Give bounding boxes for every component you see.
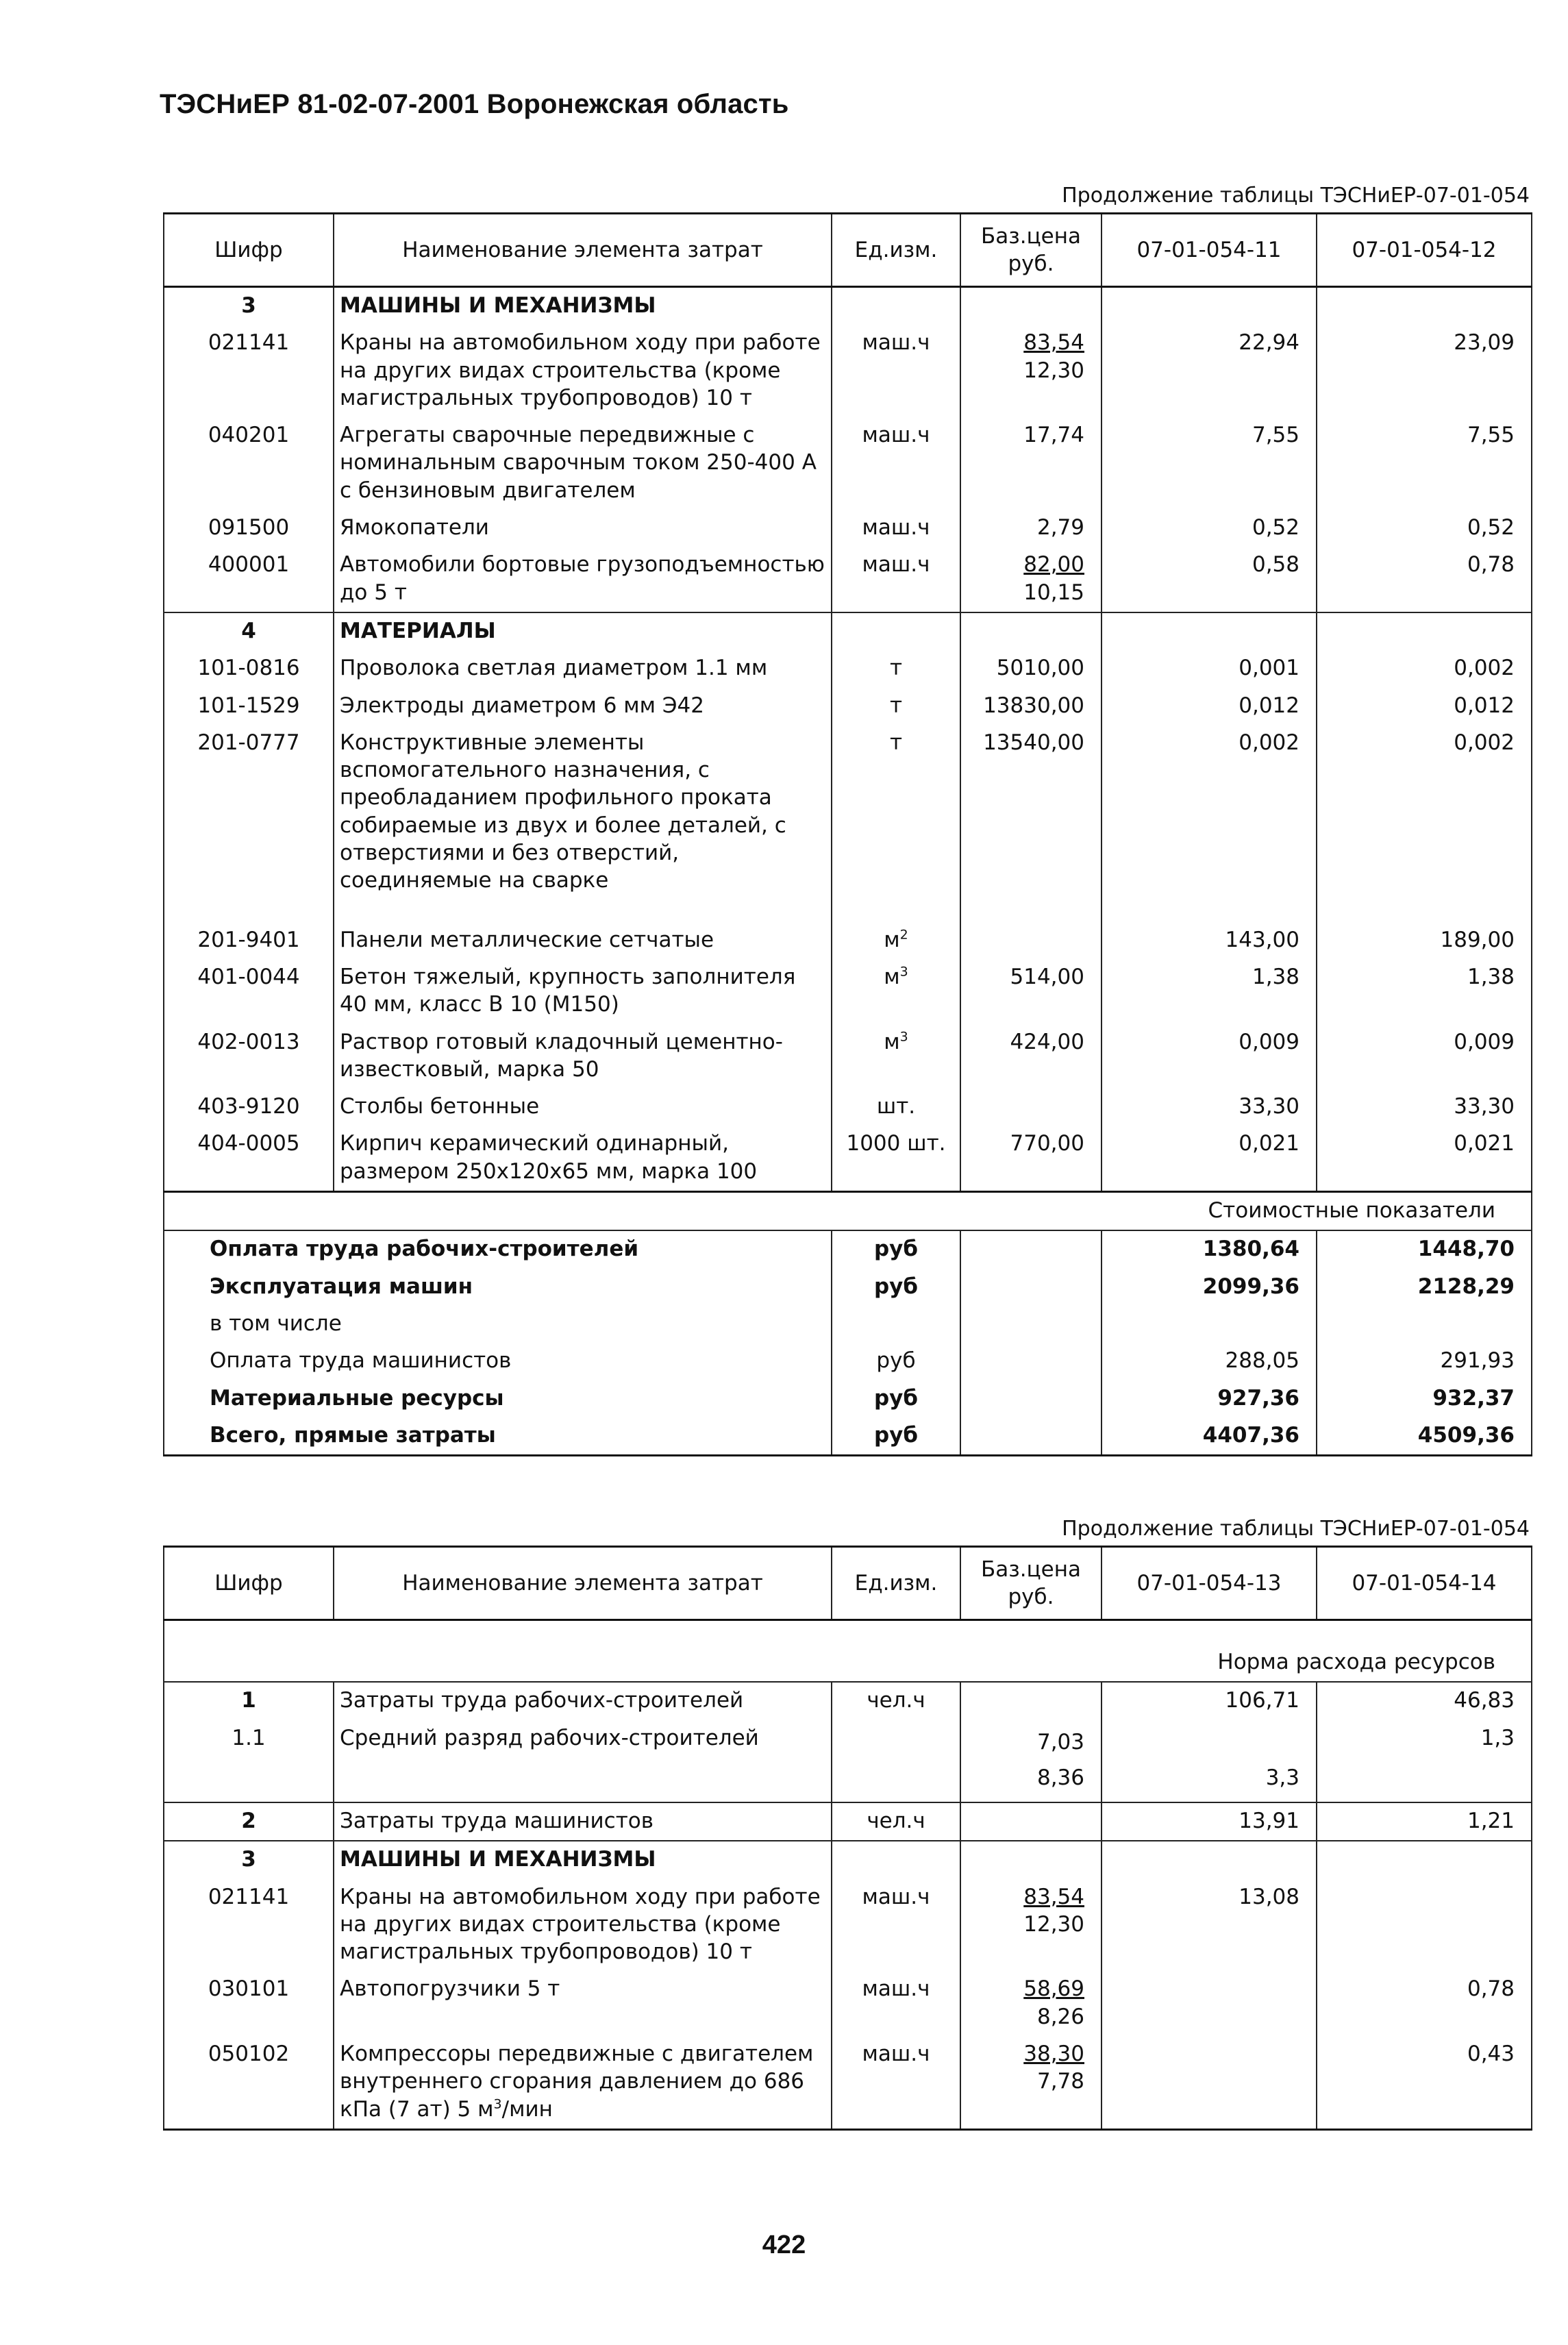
row-unit: маш.ч [832,325,960,417]
row-value-b: 46,83 [1317,1682,1532,1720]
row-value-a [1102,2036,1317,2129]
summary-value-b: 932,37 [1317,1380,1532,1417]
row-unit: $м^3$ [832,1024,960,1089]
row-price: 7,03 8,36 [960,1720,1102,1802]
summary-unit: руб [832,1380,960,1417]
cost-heading-row [164,1192,1532,1231]
row-value-a: 106,71 [1102,1682,1317,1720]
table-row [164,1971,1532,2036]
row-code: 402-0013 [164,1024,334,1089]
summary-row [164,1343,1532,1380]
summary-value-a [1102,1306,1317,1343]
table-header-row [164,214,1532,287]
summary-row [164,1306,1532,1343]
row-price: 770,00 [960,1126,1102,1191]
row-name: Автопогрузчики 5 т [334,1971,832,2036]
section-number: 3 [164,1841,334,1878]
row-value-a: 143,00 [1102,922,1317,959]
row-price [960,1089,1102,1126]
row-price: 83,54 12,30 [960,325,1102,417]
summary-unit: руб [832,1343,960,1380]
col-header-name: Наименование элемента затрат [334,214,832,287]
row-code: 1.1 [164,1720,334,1802]
row-price: 38,30 7,78 [960,2036,1102,2129]
page-number: 422 [762,2231,806,2259]
row-value-a: 0,58 [1102,547,1317,612]
table-row [164,1126,1532,1191]
row-name: Агрегаты сварочные передвижные с номинальным сварочным током 250-400 А с бензиновым двигателем [334,417,832,510]
row-code: 021141 [164,1879,334,1972]
row-name: Автомобили бортовые грузоподъемностью до 5 т [334,547,832,612]
row-value-a: 0,009 [1102,1024,1317,1089]
row-value-b: 0,78 [1317,1971,1532,2036]
row-code: 091500 [164,510,334,547]
resource-table-2 [163,1546,1532,2131]
row-unit: т [832,688,960,725]
col-header-b: 07-01-054-14 [1317,1547,1532,1620]
table-row [164,2036,1532,2129]
table-row [164,959,1532,1024]
row-unit: маш.ч [832,417,960,510]
row-value-b: 1,21 [1317,1802,1532,1841]
col-header-name: Наименование элемента затрат [334,1547,832,1620]
row-value-a: 0,002 [1102,725,1317,922]
summary-value-a: 2099,36 [1102,1269,1317,1306]
row-value-a: 33,30 [1102,1089,1317,1126]
col-header-unit: Ед.изм. [832,1547,960,1620]
row-value-b: 0,012 [1317,688,1532,725]
row-name: Кирпич керамический одинарный, размером 250х120х65 мм, марка 100 [334,1126,832,1191]
row-unit: т [832,725,960,922]
row-name: Столбы бетонные [334,1089,832,1126]
row-code: 2 [164,1802,334,1841]
row-name: Проволока светлая диаметром 1.1 мм [334,650,832,687]
row-name: Краны на автомобильном ходу при работе на других видах строительства (кроме магистральных трубопроводов) 10 т [334,325,832,417]
row-value-a [1102,1971,1317,2036]
summary-value-a: 927,36 [1102,1380,1317,1417]
row-value-a: 13,91 [1102,1802,1317,1841]
row-value-b: 189,00 [1317,922,1532,959]
row-unit: маш.ч [832,1879,960,1972]
row-unit: $м^3$ [832,959,960,1024]
table-row [164,1879,1532,1972]
summary-row [164,1230,1532,1268]
row-value-b: 0,009 [1317,1024,1532,1089]
section-row [164,287,1532,325]
table-row [164,1682,1532,1720]
row-value-b: 0,002 [1317,650,1532,687]
table-row [164,1720,1532,1802]
document-header: ТЭСНиЕР 81-02-07-2001 Воронежская область [160,89,789,119]
row-price: 13540,00 [960,725,1102,922]
summary-value-b: 291,93 [1317,1343,1532,1380]
summary-value-a: 288,05 [1102,1343,1317,1380]
table-row [164,688,1532,725]
row-price: 424,00 [960,1024,1102,1089]
table-row [164,325,1532,417]
col-header-a: 07-01-054-13 [1102,1547,1317,1620]
row-value-a: 13,08 [1102,1879,1317,1972]
row-price: 82,00 10,15 [960,547,1102,612]
table-row [164,547,1532,612]
row-unit: чел.ч [832,1682,960,1720]
row-value-a: 3,3 [1102,1720,1317,1802]
section-title: МАШИНЫ И МЕХАНИЗМЫ [334,287,832,325]
row-value-b: 0,52 [1317,510,1532,547]
section-title: МАТЕРИАЛЫ [334,612,832,650]
row-price: 58,69 8,26 [960,1971,1102,2036]
table-row [164,1089,1532,1126]
summary-value-b: 2128,29 [1317,1269,1532,1306]
summary-label: в том числе [164,1306,832,1343]
col-header-a: 07-01-054-11 [1102,214,1317,287]
row-value-a: 0,52 [1102,510,1317,547]
row-code: 030101 [164,1971,334,2036]
table-row [164,650,1532,687]
summary-label: Материальные ресурсы [164,1380,832,1417]
row-unit: маш.ч [832,1971,960,2036]
row-code: 401-0044 [164,959,334,1024]
row-value-b: 0,002 [1317,725,1532,922]
table-header-row [164,1547,1532,1620]
table-caption: Продолжение таблицы ТЭСНиЕР-07-01-054 [1062,184,1530,208]
row-value-b: 33,30 [1317,1089,1532,1126]
section-number: 3 [164,287,334,325]
table-row [164,1802,1532,1841]
row-name: Ямокопатели [334,510,832,547]
summary-value-b: 1448,70 [1317,1230,1532,1268]
section-row [164,1841,1532,1878]
cost-heading: Стоимостные показатели [164,1192,1532,1231]
row-price [960,922,1102,959]
row-name: Затраты труда рабочих-строителей [334,1682,832,1720]
row-unit: 1000 шт. [832,1126,960,1191]
summary-row [164,1380,1532,1417]
resource-table-1 [163,212,1532,1456]
row-code: 201-9401 [164,922,334,959]
row-name: Электроды диаметром 6 мм Э42 [334,688,832,725]
summary-row [164,1269,1532,1306]
summary-value-a: 1380,64 [1102,1230,1317,1268]
row-price: 17,74 [960,417,1102,510]
row-code: 021141 [164,325,334,417]
row-value-a: 1,38 [1102,959,1317,1024]
row-value-a: 7,55 [1102,417,1317,510]
section-row [164,612,1532,650]
row-name: Затраты труда машинистов [334,1802,832,1841]
row-name: Бетон тяжелый, крупность заполнителя 40 мм, класс В 10 (М150) [334,959,832,1024]
table-row [164,417,1532,510]
summary-row [164,1417,1532,1456]
row-value-b: 1,3 [1317,1720,1532,1802]
row-unit: маш.ч [832,2036,960,2129]
row-price: 2,79 [960,510,1102,547]
summary-label: Оплата труда машинистов [164,1343,832,1380]
summary-label: Оплата труда рабочих-строителей [164,1230,832,1268]
row-value-a: 0,021 [1102,1126,1317,1191]
row-name: Средний разряд рабочих-строителей [334,1720,832,1802]
section-number: 4 [164,612,334,650]
row-value-b: 0,78 [1317,547,1532,612]
row-name: Краны на автомобильном ходу при работе на других видах строительства (кроме магистральных трубопроводов) 10 т [334,1879,832,1972]
table-caption: Продолжение таблицы ТЭСНиЕР-07-01-054 [1062,1517,1530,1541]
row-unit: т [832,650,960,687]
summary-unit: руб [832,1230,960,1268]
row-code: 400001 [164,547,334,612]
row-value-b: 7,55 [1317,417,1532,510]
row-value-b: 0,43 [1317,2036,1532,2129]
summary-label: Эксплуатация машин [164,1269,832,1306]
section-title: МАШИНЫ И МЕХАНИЗМЫ [334,1841,832,1878]
row-unit: маш.ч [832,510,960,547]
col-header-code: Шифр [164,214,334,287]
summary-unit: руб [832,1417,960,1456]
table-row [164,725,1532,922]
row-value-a: 0,012 [1102,688,1317,725]
row-unit: маш.ч [832,547,960,612]
col-header-b: 07-01-054-12 [1317,214,1532,287]
table-row [164,510,1532,547]
row-code: 101-1529 [164,688,334,725]
row-price: 13830,00 [960,688,1102,725]
row-value-b: 23,09 [1317,325,1532,417]
col-header-price: Баз.цена руб. [960,1547,1102,1620]
col-header-price: Баз.цена руб. [960,214,1102,287]
row-unit: чел.ч [832,1802,960,1841]
row-price: 5010,00 [960,650,1102,687]
norm-heading: Норма расхода ресурсов [164,1620,1532,1683]
row-value-b: 1,38 [1317,959,1532,1024]
col-header-code: Шифр [164,1547,334,1620]
row-code: 040201 [164,417,334,510]
row-price: 514,00 [960,959,1102,1024]
row-value-a: 0,001 [1102,650,1317,687]
table-row [164,922,1532,959]
row-value-b [1317,1879,1532,1972]
row-value-a: 22,94 [1102,325,1317,417]
row-unit: шт. [832,1089,960,1126]
summary-value-b: 4509,36 [1317,1417,1532,1456]
row-price: 83,54 12,30 [960,1879,1102,1972]
row-code: 404-0005 [164,1126,334,1191]
summary-value-b [1317,1306,1532,1343]
row-code: 050102 [164,2036,334,2129]
summary-label: Всего, прямые затраты [164,1417,832,1456]
row-name: Компрессоры передвижные с двигателем внутреннего сгорания давлением до 686 кПа (7 ат) 5 $м^3$/мин [334,2036,832,2129]
row-code: 201-0777 [164,725,334,922]
col-header-unit: Ед.изм. [832,214,960,287]
row-name: Панели металлические сетчатые [334,922,832,959]
norm-heading-row [164,1620,1532,1683]
row-name: Конструктивные элементы вспомогательного назначения, с преобладанием профильного проката собираемые из двух и более деталей, с отверстиями и без отверстий, соединяемые на сварке [334,725,832,922]
summary-value-a: 4407,36 [1102,1417,1317,1456]
row-name: Раствор готовый кладочный цементно-известковый, марка 50 [334,1024,832,1089]
row-code: 1 [164,1682,334,1720]
row-code: 403-9120 [164,1089,334,1126]
row-value-b: 0,021 [1317,1126,1532,1191]
table-row [164,1024,1532,1089]
summary-unit: руб [832,1269,960,1306]
summary-unit [832,1306,960,1343]
row-code: 101-0816 [164,650,334,687]
row-unit: $м^2$ [832,922,960,959]
